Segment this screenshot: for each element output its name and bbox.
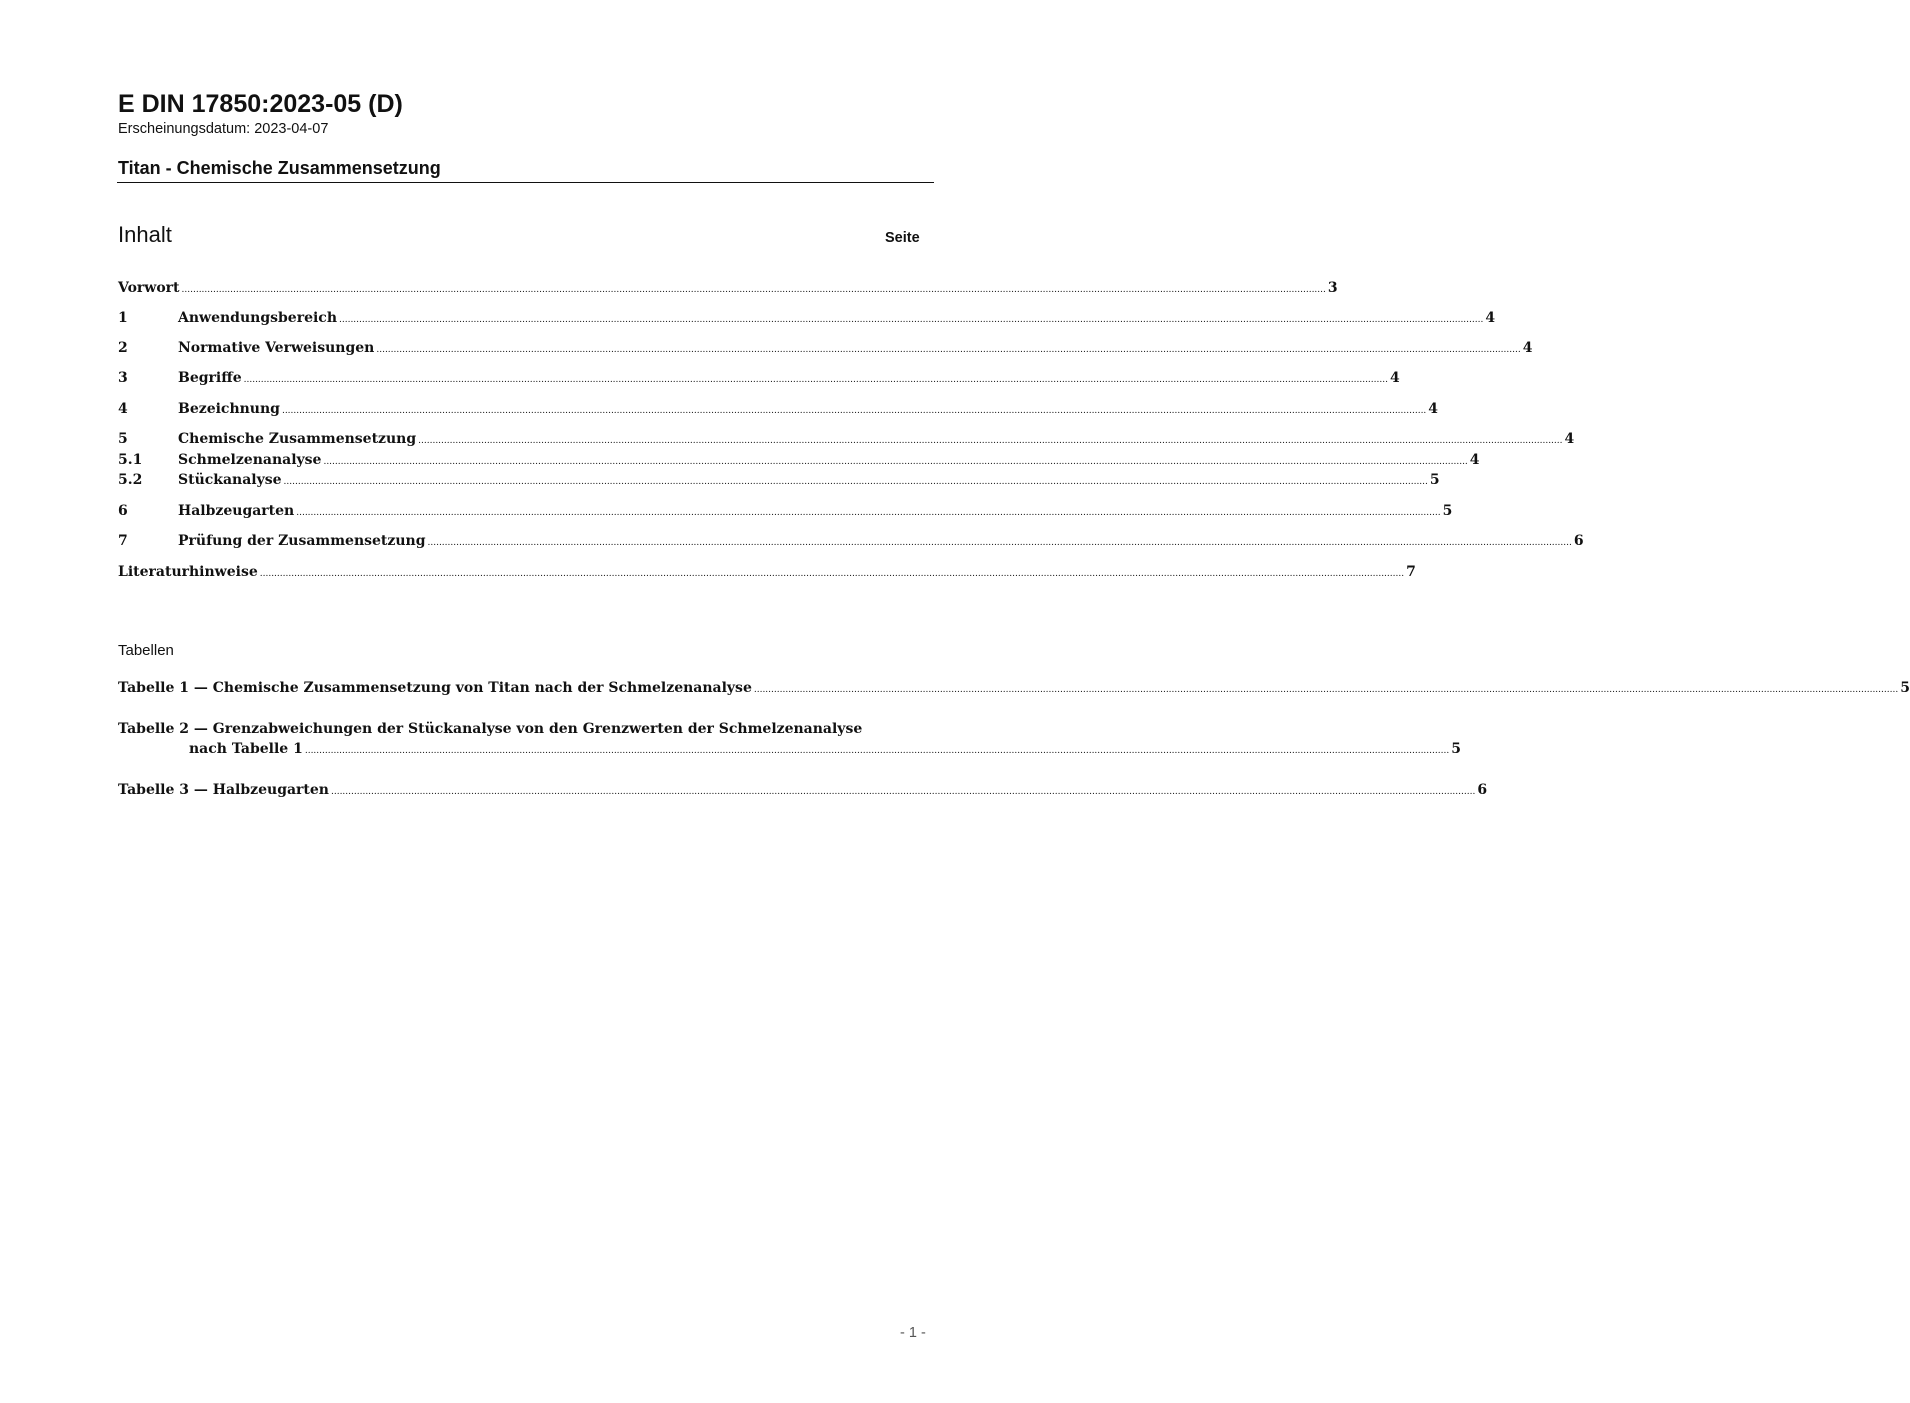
table-entry-page: 6 [1477, 782, 1488, 798]
dot-leader: ................................................................................................................................................................................................................................................................................................................................................................................................................ [339, 315, 1484, 325]
toc-entry-label: Stückanalyse [178, 472, 282, 488]
toc-entry-number: 1 [118, 310, 128, 326]
table-entry-2-line1[interactable]: Tabelle 2 — Grenzabweichungen der Stückanalyse von den Grenzwerten der Schmelzenanalyse [118, 721, 863, 737]
toc-entry-number: 5 [118, 431, 128, 447]
toc-entry-label: Bezeichnung [178, 401, 280, 417]
toc-entry-number: 3 [118, 370, 128, 386]
table-entry-label: nach Tabelle 1 [189, 741, 303, 757]
dot-leader: ................................................................................................................................................................................................................................................................................................................................................................................................................ [259, 569, 1405, 579]
toc-entry-page: 4 [1469, 452, 1480, 468]
dot-leader: ................................................................................................................................................................................................................................................................................................................................................................................................................ [283, 477, 1428, 487]
toc-entry-page: 6 [1573, 533, 1584, 549]
toc-entry-label: Chemische Zusammensetzung [178, 431, 417, 447]
dot-leader: ................................................................................................................................................................................................................................................................................................................................................................................................................ [330, 787, 1476, 797]
dot-leader: ................................................................................................................................................................................................................................................................................................................................................................................................................ [418, 436, 1563, 446]
toc-entry-page: 5 [1442, 503, 1453, 519]
toc-entry-label: Halbzeugarten [178, 503, 295, 519]
toc-entry-label: Schmelzenanalyse [178, 452, 322, 468]
table-entry-page: 5 [1900, 680, 1910, 696]
table-entry-1[interactable] [118, 680, 1910, 700]
dot-leader: ................................................................................................................................................................................................................................................................................................................................................................................................................ [243, 375, 1388, 385]
toc-entry-5-2[interactable] [118, 472, 1440, 492]
toc-entry-number: 5.2 [118, 472, 143, 488]
toc-entry-page: 4 [1564, 431, 1575, 447]
dot-leader: ................................................................................................................................................................................................................................................................................................................................................................................................................ [281, 406, 1427, 416]
title-underline [117, 182, 934, 183]
toc-entry-label: Prüfung der Zusammensetzung [178, 533, 426, 549]
toc-entry-page: 7 [1406, 564, 1416, 580]
document-number: E DIN 17850:2023-05 (D) [118, 90, 403, 118]
table-entry-2[interactable] [189, 741, 1461, 761]
toc-entry-5[interactable] [118, 431, 1575, 451]
document-title: Titan - Chemische Zusammensetzung [118, 158, 441, 178]
table-entry-3[interactable] [118, 782, 1488, 802]
toc-entry-number: 4 [118, 401, 128, 417]
toc-entry-6[interactable] [118, 503, 1453, 523]
dot-leader: ................................................................................................................................................................................................................................................................................................................................................................................................................ [296, 508, 1441, 518]
toc-entry-label: Begriffe [178, 370, 242, 386]
toc-entry-1[interactable] [118, 310, 1496, 330]
table-entry-page: 5 [1451, 741, 1461, 757]
dot-leader: ................................................................................................................................................................................................................................................................................................................................................................................................................ [427, 538, 1572, 548]
toc-entry-page: 4 [1485, 310, 1496, 326]
page-column-label: Seite [885, 230, 920, 246]
table-entry-label: Tabelle 3 — Halbzeugarten [118, 782, 329, 798]
dot-leader: ................................................................................................................................................................................................................................................................................................................................................................................................................ [323, 457, 1468, 467]
toc-entry-vorwort[interactable] [118, 280, 1338, 300]
toc-entry-number: 7 [118, 533, 128, 549]
toc-entry-page: 5 [1429, 472, 1440, 488]
toc-entry-7[interactable] [118, 533, 1584, 553]
toc-heading: Inhalt [118, 222, 172, 247]
toc-entry-literaturhinweise[interactable] [118, 564, 1416, 584]
toc-entry-number: 5.1 [118, 452, 143, 468]
toc-entry-label: Vorwort [118, 280, 180, 296]
toc-entry-label: Normative Verweisungen [178, 340, 375, 356]
tables-heading: Tabellen [118, 642, 174, 659]
toc-entry-label: Literaturhinweise [118, 564, 258, 580]
toc-entry-2[interactable] [118, 340, 1533, 360]
dot-leader: ................................................................................................................................................................................................................................................................................................................................................................................................................ [304, 746, 1450, 756]
dot-leader: ................................................................................................................................................................................................................................................................................................................................................................................................................ [376, 345, 1521, 355]
page-number: - 1 - [900, 1325, 926, 1341]
publication-date: Erscheinungsdatum: 2023-04-07 [118, 121, 329, 137]
toc-entry-page: 3 [1327, 280, 1338, 296]
toc-entry-page: 4 [1389, 370, 1400, 386]
toc-entry-number: 6 [118, 503, 128, 519]
dot-leader: ................................................................................................................................................................................................................................................................................................................................................................................................................ [753, 685, 1899, 695]
toc-entry-label: Anwendungsbereich [178, 310, 337, 326]
toc-entry-4[interactable] [118, 401, 1439, 421]
dot-leader: ................................................................................................................................................................................................................................................................................................................................................................................................................ [181, 285, 1326, 295]
toc-entry-page: 4 [1522, 340, 1533, 356]
toc-entry-number: 2 [118, 340, 128, 356]
toc-entry-page: 4 [1428, 401, 1439, 417]
table-entry-label: Tabelle 1 — Chemische Zusammensetzung von Titan nach der Schmelzenanalyse [118, 680, 752, 696]
toc-entry-3[interactable] [118, 370, 1400, 390]
toc-entry-5-1[interactable] [118, 452, 1480, 472]
